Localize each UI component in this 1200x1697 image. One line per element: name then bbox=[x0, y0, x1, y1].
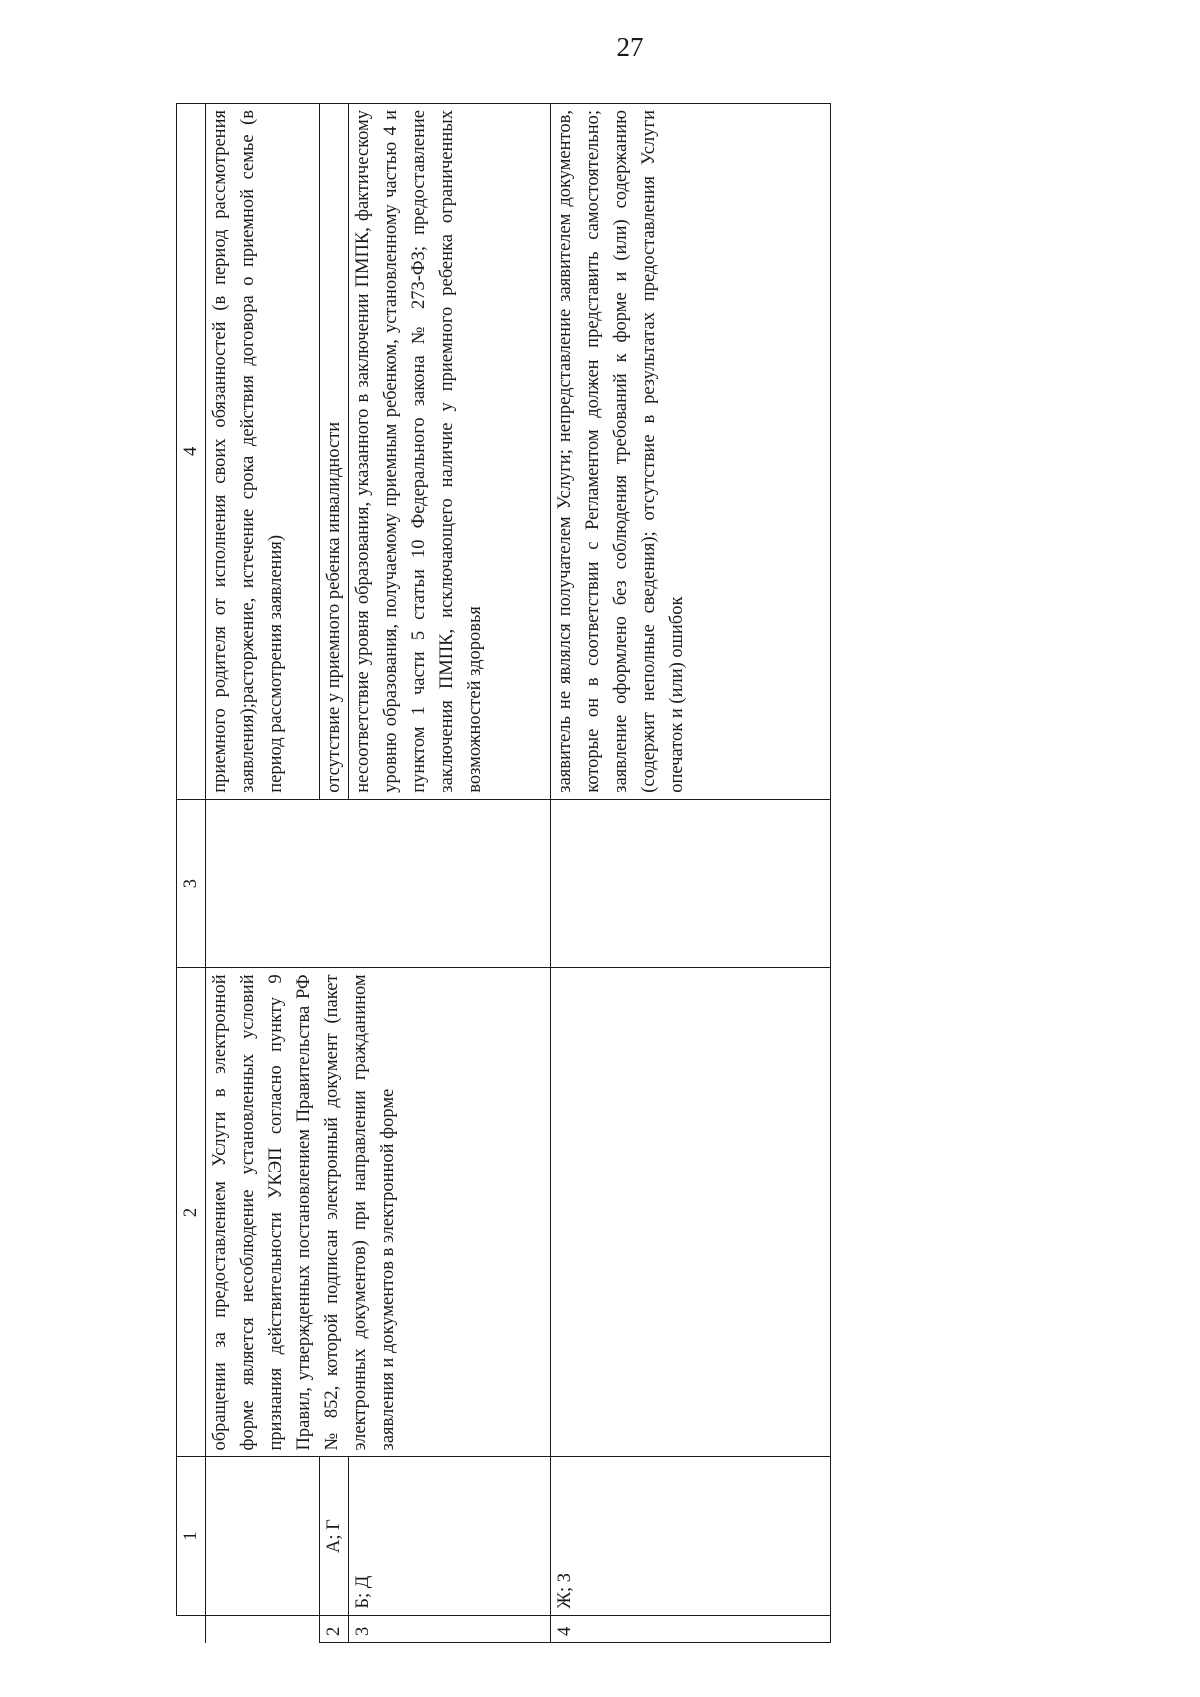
header-cell-3: 3 bbox=[177, 799, 206, 968]
header-cell-4: 4 bbox=[177, 104, 206, 800]
row-col4-cell: заявитель не являлся получателем Услуги; непредставление заявителем документов, которые он в соответствии с Регламентом должен представить самостоятельно; заявление оформлено без соблюдения требований к форме и (или) содержанию (содержит неполные сведения); отсутствие в результатах предоставления Услуги опечаток и (или) ошибок bbox=[551, 104, 831, 800]
page-number: 27 bbox=[616, 32, 644, 62]
row-col3-cell bbox=[206, 799, 551, 968]
row-num-cell bbox=[206, 1615, 320, 1642]
table-row bbox=[551, 104, 831, 1643]
row-col3-cell bbox=[551, 799, 831, 968]
row-col4-cell: приемного родителя от исполнения своих обязанностей (в период рассмотрения заявления);расторжение, истечение срока действия договора о приемной семье (в период рассмотрения заявления) bbox=[206, 104, 320, 800]
row-col2-cell bbox=[551, 968, 831, 1457]
table-row bbox=[206, 104, 320, 1643]
row-col1-cell: Ж; З bbox=[551, 1457, 831, 1615]
row-col1-cell bbox=[206, 1457, 320, 1615]
header-cell-2: 2 bbox=[177, 968, 206, 1457]
header-row bbox=[177, 104, 206, 1643]
header-cell-1: 1 bbox=[177, 1457, 206, 1615]
row-col1-cell: Б; Д bbox=[349, 1457, 551, 1615]
row-num-cell: 2 bbox=[320, 1615, 349, 1642]
row-col4-cell: несоответствие уровня образования, указанного в заключении ПМПК, фактическому уровню образования, получаемому приемным ребенком, установленному частью 4 и пунктом 1 части 5 статьи 10 Федерального закона № 273-ФЗ; предоставление заключения ПМПК, исключающего наличие у приемного ребенка ограниченных возможностей здоровья bbox=[349, 104, 551, 800]
rotated-table-container bbox=[176, 103, 831, 1643]
refusal-grounds-table bbox=[176, 103, 831, 1643]
row-num-cell: 4 bbox=[551, 1615, 831, 1642]
row-col2-cell: обращении за предоставлением Услуги в электронной форме является несоблюдение установленных условий признания действительности УКЭП согласно пункту 9 Правил, утвержденных постановлением Правительства РФ № 852, которой подписан электронный документ (пакет электронных документов) при направлении гражданином заявления и документов в электронной форме bbox=[206, 968, 551, 1457]
row-num-cell: 3 bbox=[349, 1615, 551, 1642]
header-cell-num bbox=[177, 1615, 206, 1642]
row-col4-cell: отсутствие у приемного ребенка инвалидности bbox=[320, 104, 349, 800]
row-col1-cell: А; Г bbox=[320, 1457, 349, 1615]
